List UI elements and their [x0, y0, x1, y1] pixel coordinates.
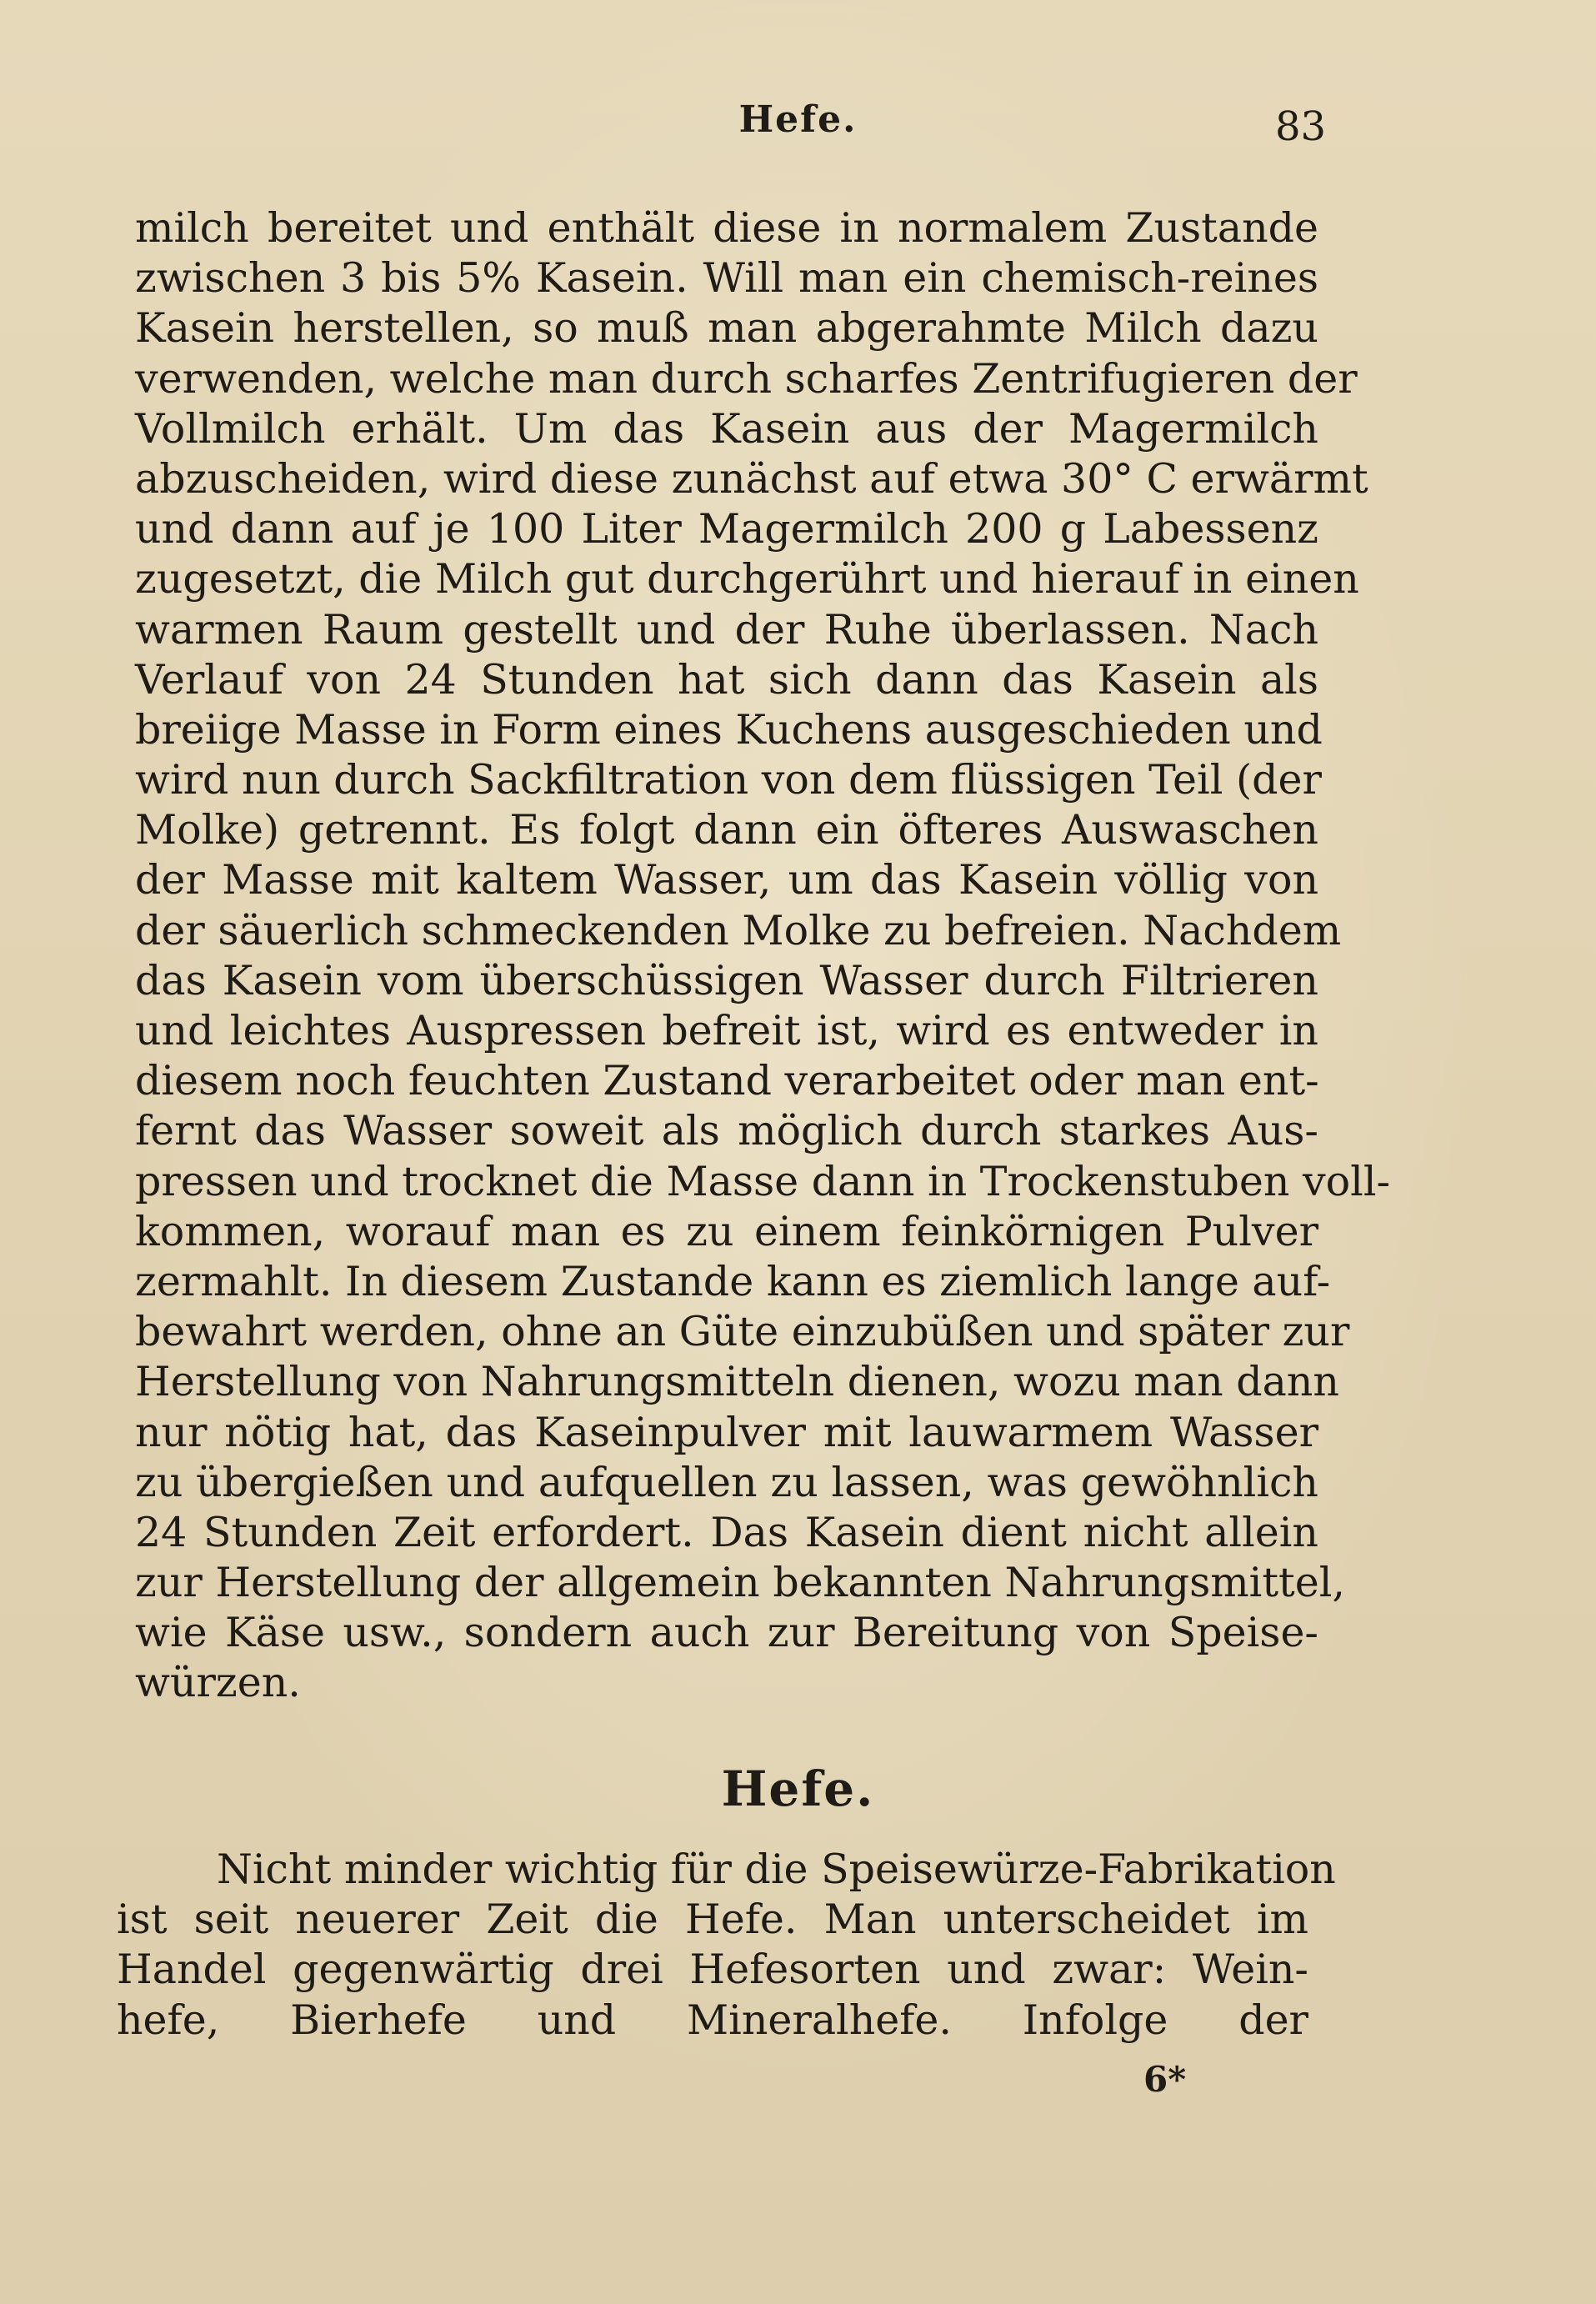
text-line: zugesetzt, die Milch gut durchgerührt und hierauf in einen: [135, 555, 1359, 604]
text-line: hefe, Bierhefe und Mineralhefe. Infolge der: [117, 1996, 1308, 2044]
text-line: zermahlt. In diesem Zustande kann es ziemlich lange auf-: [135, 1257, 1331, 1305]
paragraph-kasein: [135, 203, 1391, 1709]
text-line: diesem noch feuchten Zustand verarbeitet oder man ent-: [135, 1057, 1319, 1105]
running-head: Hefe.: [738, 98, 858, 141]
text-line: der Masse mit kaltem Wasser, um das Kasein völlig von: [135, 856, 1318, 904]
text-line: und leichtes Auspressen befreit ist, wird es entweder in: [135, 1007, 1318, 1054]
text-line: wird nun durch Sackfiltration von dem flüssigen Teil (der: [135, 756, 1322, 804]
text-line: zu übergießen und aufquellen zu lassen, was gewöhnlich: [135, 1458, 1318, 1506]
text-line: abzuscheiden, wird diese zunächst auf etwa 30° C erwärmt: [135, 454, 1368, 503]
text-line: 24 Stunden Zeit erfordert. Das Kasein dient nicht allein: [135, 1508, 1318, 1556]
text-line: Vollmilch erhält. Um das Kasein aus der Magermilch: [135, 404, 1318, 453]
text-line: ist seit neuerer Zeit die Hefe. Man unterscheidet im: [117, 1896, 1308, 1944]
text-line: kommen, worauf man es zu einem feinkörnigen Pulver: [135, 1207, 1318, 1255]
section-title: Hefe.: [721, 1761, 875, 1817]
text-line: zwischen 3 bis 5% Kasein. Will man ein chemisch-reines: [135, 254, 1318, 303]
text-line: Verlauf von 24 Stunden hat sich dann das Kasein als: [135, 655, 1318, 704]
text-line: Herstellung von Nahrungsmitteln dienen, wozu man dann: [135, 1358, 1339, 1406]
text-line: würzen.: [135, 1659, 301, 1707]
text-line: nur nötig hat, das Kaseinpulver mit lauwarmem Wasser: [135, 1408, 1318, 1456]
text-line: Kasein herstellen, so muß man abgerahmte Milch dazu: [135, 304, 1318, 353]
text-line: verwenden, welche man durch scharfes Zentrifugieren der: [135, 354, 1358, 403]
text-line: Molke) getrennt. Es folgt dann ein öfteres Auswaschen: [135, 806, 1318, 854]
text-line: bewahrt werden, ohne an Güte einzubüßen und später zur: [135, 1308, 1350, 1356]
page-number: 83: [1275, 103, 1327, 150]
text-line: Nicht minder wichtig für die Speisewürze-Fabrikation: [217, 1846, 1336, 1893]
text-line: warmen Raum gestellt und der Ruhe überlassen. Nach: [135, 605, 1318, 654]
text-line: der säuerlich schmeckenden Molke zu befreien. Nachdem: [135, 906, 1342, 954]
text-line: Handel gegenwärtig drei Hefesorten und zwar: Wein-: [117, 1946, 1308, 1994]
paragraph-hefe: [117, 1845, 1336, 2046]
text-line: zur Herstellung der allgemein bekannten Nahrungsmittel,: [135, 1559, 1345, 1607]
text-line: milch bereitet und enthält diese in normalem Zustande: [135, 204, 1318, 252]
signature-mark: 6*: [1143, 2059, 1187, 2100]
text-line: und dann auf je 100 Liter Magermilch 200 g Labessenz: [135, 505, 1318, 553]
text-line: wie Käse usw., sondern auch zur Bereitung von Speise-: [135, 1609, 1318, 1657]
text-line: breiige Masse in Form eines Kuchens ausgeschieden und: [135, 705, 1323, 754]
text-line: das Kasein vom überschüssigen Wasser durch Filtrieren: [135, 956, 1318, 1004]
text-line: pressen und trocknet die Masse dann in Trockenstuben voll-: [135, 1157, 1391, 1205]
text-line: fernt das Wasser soweit als möglich durch starkes Aus-: [135, 1107, 1318, 1155]
